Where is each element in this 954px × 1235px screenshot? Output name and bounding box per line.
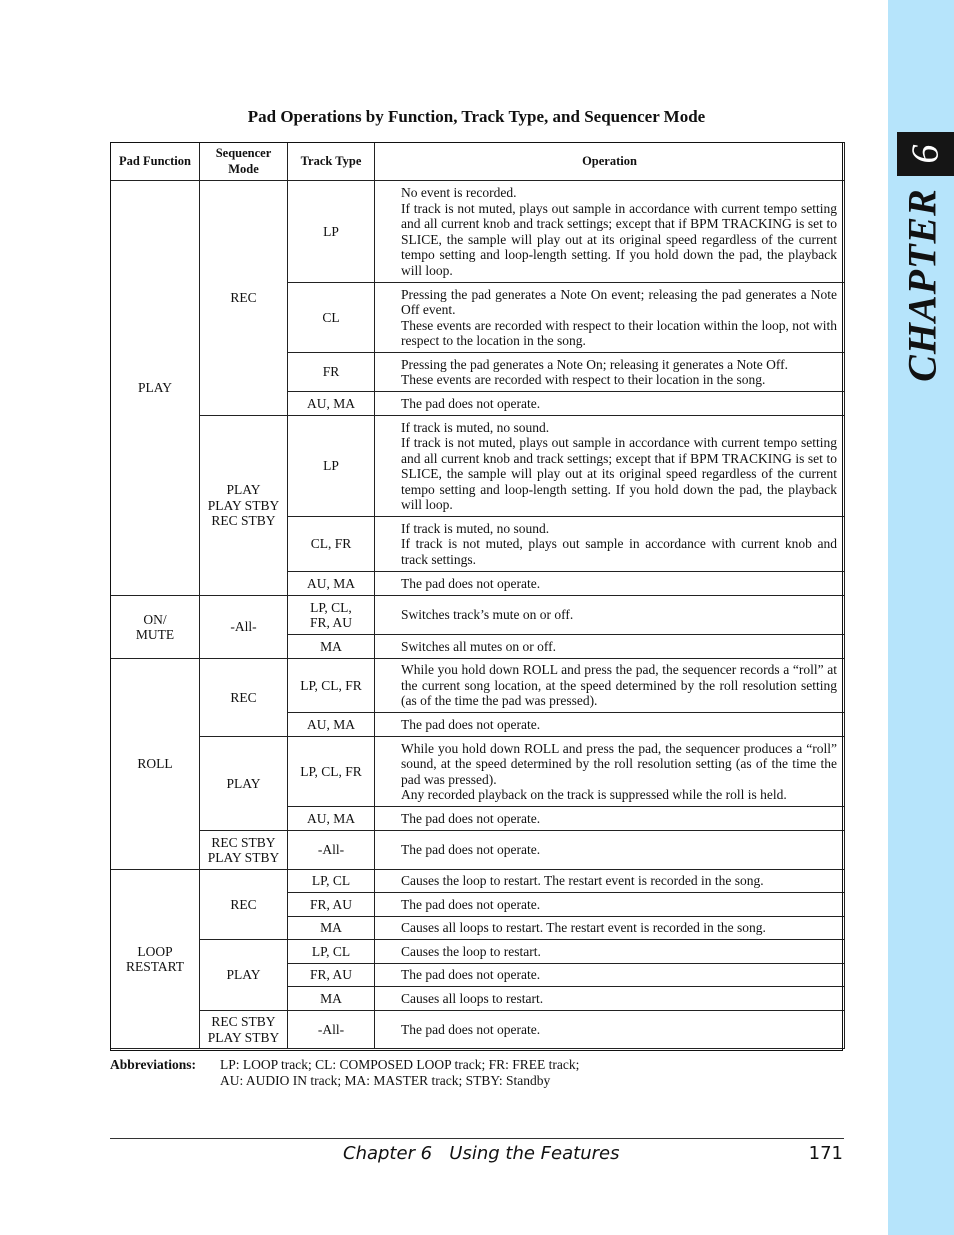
track-type-cell: -All- bbox=[288, 831, 375, 870]
table-row bbox=[111, 737, 845, 807]
track-type-cell: LP, CL bbox=[288, 940, 375, 964]
sequencer-mode-cell: REC STBY PLAY STBY bbox=[200, 831, 288, 870]
operation-cell: Pressing the pad generates a Note On; releasing it generates a Note Off. These events are recorded with respect to their location in the song. bbox=[375, 353, 845, 392]
operation-cell: The pad does not operate. bbox=[375, 392, 845, 416]
track-type-cell: MA bbox=[288, 917, 375, 940]
footer-divider bbox=[110, 1138, 844, 1139]
table-row bbox=[111, 940, 845, 964]
track-type-cell: LP, CL bbox=[288, 870, 375, 893]
operation-cell: Causes all loops to restart. bbox=[375, 987, 845, 1011]
sequencer-mode-cell: PLAY PLAY STBY REC STBY bbox=[200, 416, 288, 596]
operation-cell: Causes the loop to restart. bbox=[375, 940, 845, 964]
sequencer-mode-cell: PLAY bbox=[200, 737, 288, 831]
operation-cell: The pad does not operate. bbox=[375, 572, 845, 596]
operation-cell: While you hold down ROLL and press the pad, the sequencer records a “roll” at the current song location, at the speed determined by the roll resolution setting (as of the time the pad was pressed). bbox=[375, 659, 845, 713]
track-type-cell: FR, AU bbox=[288, 964, 375, 987]
track-type-cell: LP, CL, FR, AU bbox=[288, 596, 375, 635]
table-row bbox=[111, 1011, 845, 1049]
track-type-cell: AU, MA bbox=[288, 713, 375, 737]
operation-cell: Switches all mutes on or off. bbox=[375, 635, 845, 659]
track-type-cell: CL, FR bbox=[288, 517, 375, 572]
pad-function-cell: LOOP RESTART bbox=[111, 870, 200, 1049]
sequencer-mode-cell: REC bbox=[200, 870, 288, 940]
abbreviations-line-1: LP: LOOP track; CL: COMPOSED LOOP track; FR: FREE track; bbox=[220, 1057, 580, 1072]
chapter-number-badge bbox=[897, 132, 954, 176]
header-track-type: Track Type bbox=[288, 143, 375, 181]
track-type-cell: CL bbox=[288, 283, 375, 353]
operation-cell: If track is muted, no sound. If track is not muted, plays out sample in accordance with current knob and track settings. bbox=[375, 517, 845, 572]
operation-cell: Switches track’s mute on or off. bbox=[375, 596, 845, 635]
header-pad-function: Pad Function bbox=[111, 143, 200, 181]
sequencer-mode-cell: REC STBY PLAY STBY bbox=[200, 1011, 288, 1049]
track-type-cell: LP bbox=[288, 181, 375, 283]
track-type-cell: MA bbox=[288, 987, 375, 1011]
table-title: Pad Operations by Function, Track Type, and Sequencer Mode bbox=[247, 107, 706, 126]
abbreviations-label: Abbreviations: bbox=[110, 1057, 197, 1072]
track-type-cell: -All- bbox=[288, 1011, 375, 1049]
operation-cell: While you hold down ROLL and press the pad, the sequencer produces a “roll” sound, at the speed determined by the roll resolution setting (as of the time the pad was pressed). Any recorded playback on the track is suppressed while the roll is held. bbox=[375, 737, 845, 807]
footer-chapter-title: Chapter 6 Using the Features bbox=[343, 1143, 620, 1164]
operation-cell: The pad does not operate. bbox=[375, 713, 845, 737]
operation-cell: No event is recorded. If track is not muted, plays out sample in accordance with current tempo setting and all current knob and track settings; except that if BPM TRACKING is set to SLICE, the sample will play out at its original speed regardless of the current tempo setting and loop-length setting. If you hold down the pad, the playback will loop. bbox=[375, 181, 845, 283]
track-type-cell: AU, MA bbox=[288, 392, 375, 416]
track-type-cell: LP, CL, FR bbox=[288, 659, 375, 713]
operation-cell: The pad does not operate. bbox=[375, 964, 845, 987]
table-row bbox=[111, 659, 845, 713]
sequencer-mode-cell: PLAY bbox=[200, 940, 288, 1011]
page-number: 171 bbox=[808, 1143, 843, 1164]
table-row bbox=[111, 416, 845, 517]
sequencer-mode-cell: REC bbox=[200, 181, 288, 416]
chapter-tab-label: CHAPTER bbox=[899, 188, 945, 382]
pad-function-cell: ON/ MUTE bbox=[111, 596, 200, 659]
header-operation: Operation bbox=[375, 143, 845, 181]
pad-function-cell: ROLL bbox=[111, 659, 200, 870]
operation-cell: Causes the loop to restart. The restart event is recorded in the song. bbox=[375, 870, 845, 893]
track-type-cell: LP, CL, FR bbox=[288, 737, 375, 807]
table-row bbox=[111, 181, 845, 283]
operation-cell: The pad does not operate. bbox=[375, 893, 845, 917]
sequencer-mode-cell: -All- bbox=[200, 596, 288, 659]
pad-operations-table bbox=[110, 142, 845, 1049]
operation-cell: The pad does not operate. bbox=[375, 831, 845, 870]
operation-cell: The pad does not operate. bbox=[375, 1011, 845, 1049]
sequencer-mode-cell: REC bbox=[200, 659, 288, 737]
table-row bbox=[111, 870, 845, 893]
pad-function-cell: PLAY bbox=[111, 181, 200, 596]
abbreviations-line-2: AU: AUDIO IN track; MA: MASTER track; STBY: Standby bbox=[220, 1073, 551, 1088]
track-type-cell: LP bbox=[288, 416, 375, 517]
track-type-cell: FR bbox=[288, 353, 375, 392]
operation-cell: If track is muted, no sound. If track is not muted, plays out sample in accordance with current tempo setting and all current knob and track settings; except that if BPM TRACKING is set to SLICE, the sample will play out at its original speed regardless of the current tempo setting and loop-length setting. If you hold down the pad, the playback will loop. bbox=[375, 416, 845, 517]
table-row bbox=[111, 596, 845, 635]
table-row bbox=[111, 831, 845, 870]
operation-cell: The pad does not operate. bbox=[375, 807, 845, 831]
operation-cell: Pressing the pad generates a Note On event; releasing the pad generates a Note Off event. These events are recorded with respect to their location within the loop, not with respect to the location in the song. bbox=[375, 283, 845, 353]
header-sequencer-mode: Sequencer Mode bbox=[200, 143, 288, 181]
operation-cell: Causes all loops to restart. The restart event is recorded in the song. bbox=[375, 917, 845, 940]
chapter-side-tab bbox=[888, 0, 954, 1235]
track-type-cell: MA bbox=[288, 635, 375, 659]
track-type-cell: AU, MA bbox=[288, 807, 375, 831]
track-type-cell: AU, MA bbox=[288, 572, 375, 596]
chapter-number: 6 bbox=[904, 144, 947, 164]
table-header-row bbox=[111, 143, 845, 181]
track-type-cell: FR, AU bbox=[288, 893, 375, 917]
